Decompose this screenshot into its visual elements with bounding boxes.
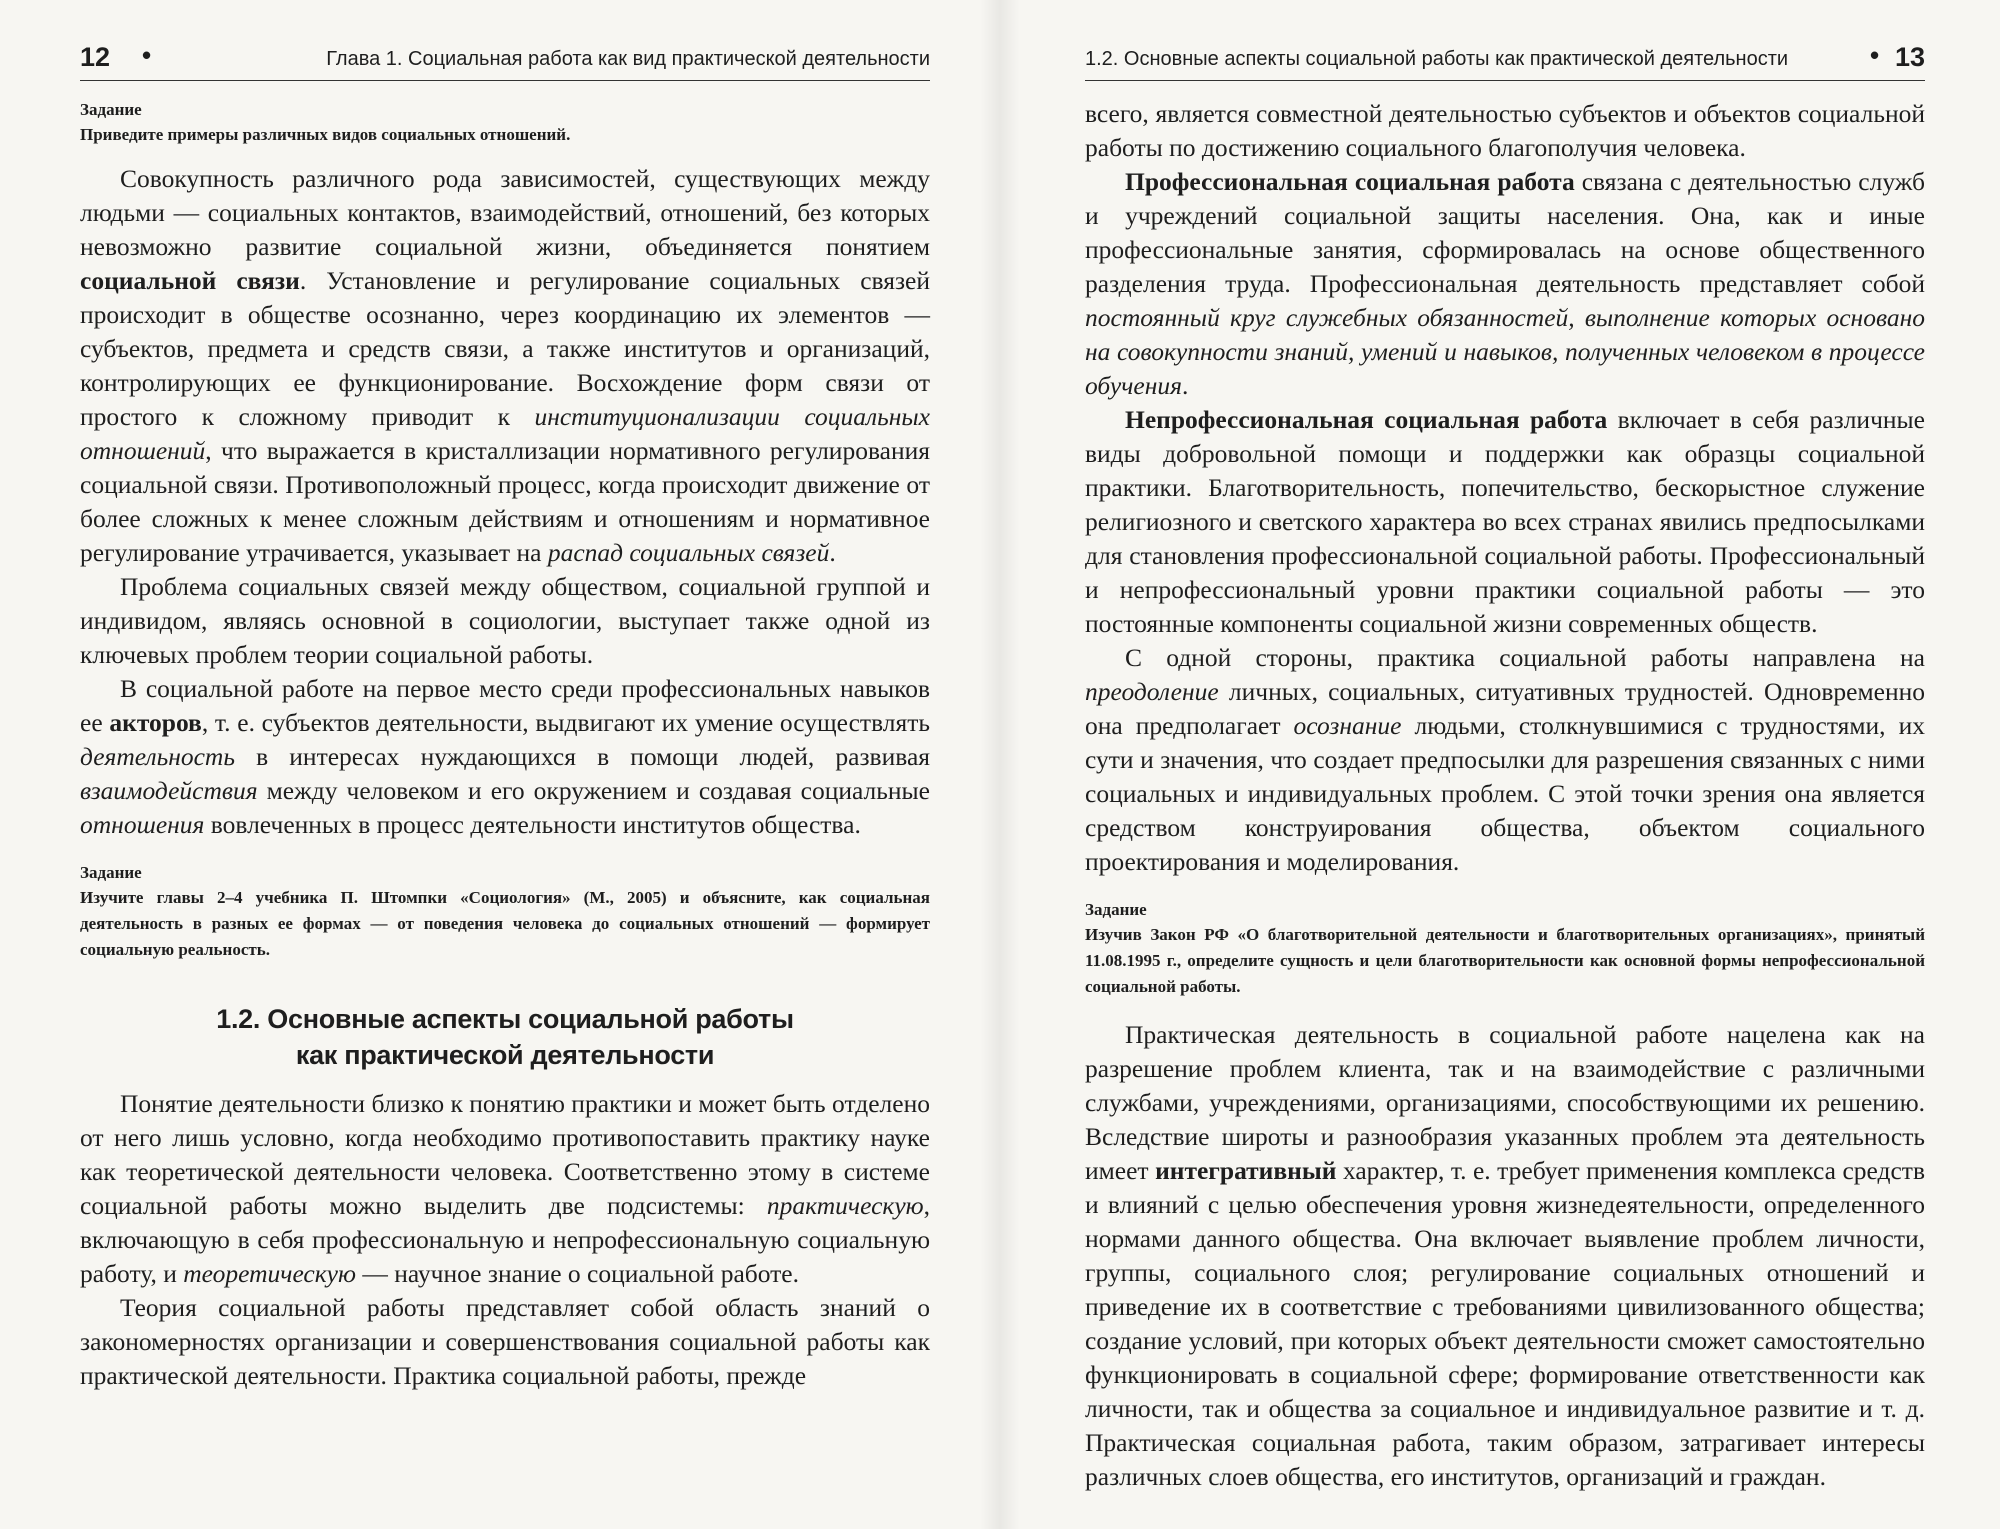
page-number: 12	[80, 42, 111, 72]
term-bold: интегративный	[1155, 1156, 1337, 1185]
term-italic: теоретическую	[183, 1259, 356, 1288]
task-text: Изучите главы 2–4 учебника П. Штомпки «Социология» (М., 2005) и объясните, как социальная деятельность в разных ее формах — от поведения человека до социальных отношений — формирует социальную реальность.	[80, 888, 930, 959]
header-bullet: •	[1870, 40, 1880, 70]
paragraph: С одной стороны, практика социальной работы направлена на преодоление личных, социальных, ситуативных трудностей. Одновременно она предполагает осознание людьми, столкнувшимися с трудностями, их сути и значения, что создает предпосылки для разрешения связанных с ними социальных и индивидуальных проблем. С этой точки зрения она является средством конструирования общества, объектом социального проектирования и моделирования.	[1085, 643, 1925, 876]
paragraph: Понятие деятельности близко к понятию практики и может быть отделено от него лишь условно, когда необходимо противопоставить практику науке как теоретической деятельности человека. Соответственно этому в системе социальной работы можно выделить две подсистемы: практическую, включающую в себя профессиональную и непрофессиональную социальную работу, и теоретическую — научное знание о социальной работе.	[80, 1089, 930, 1288]
task-label: Задание	[1085, 900, 1147, 919]
term-bold: социальной связи	[80, 266, 300, 295]
term-bold: акторов	[109, 708, 202, 737]
term-italic: институционализации социальных отношений	[80, 402, 930, 465]
running-head-title: 1.2. Основные аспекты социальной работы как практической деятельности	[1085, 48, 1789, 70]
header-bullet: •	[142, 40, 152, 70]
section-heading: 1.2. Основные аспекты социальной работы как практической деятельности	[216, 1004, 794, 1070]
term-italic: отношения	[80, 810, 205, 839]
term-bold: Профессиональная социальная работа	[1125, 167, 1575, 196]
right-page	[1000, 0, 2000, 1529]
task-text: Приведите примеры различных видов социальных отношений.	[80, 125, 571, 144]
task-label: Задание	[80, 100, 142, 119]
term-italic: преодоление	[1085, 677, 1219, 706]
paragraph: Проблема социальных связей между обществом, социальной группой и индивидом, являясь основной в социологии, выступает также одной из ключевых проблем теории социальной работы.	[80, 572, 930, 669]
paragraph: Непрофессиональная социальная работа включает в себя различные виды добровольной помощи и поддержки как образцы социальной практики. Благотворительность, попечительство, бескорыстное служение религиозного и светского характера во всех странах явились предпосылками для становления профессиональной социальной работы. Профессиональный и непрофессиональный уровни практики социальной работы — это постоянные компоненты социальной жизни современных обществ.	[1085, 405, 1925, 638]
paragraph: всего, является совместной деятельностью субъектов и объектов социальной работы по достижению социального благополучия человека.	[1085, 99, 1925, 162]
running-header	[1085, 40, 1925, 81]
task-label: Задание	[80, 863, 142, 882]
term-italic: распад социальных связей	[547, 538, 830, 567]
running-header	[80, 40, 930, 81]
paragraph: В социальной работе на первое место среди профессиональных навыков ее акторов, т. е. субъектов деятельности, выдвигают их умение осуществлять деятельность в интересах нуждающихся в помощи людей, развивая взаимодействия между человеком и его окружением и создавая социальные отношения вовлеченных в процесс деятельности институтов общества.	[80, 674, 931, 839]
term-italic: деятельность	[80, 742, 235, 771]
book-gutter	[980, 0, 1020, 1529]
running-head-title: Глава 1. Социальная работа как вид практической деятельности	[326, 48, 930, 70]
task-box	[80, 97, 930, 148]
term-italic: взаимодействия	[80, 776, 258, 805]
term-italic: практическую	[766, 1191, 924, 1220]
task-box	[80, 860, 930, 963]
task-text: Изучив Закон РФ «О благотворительной деятельности и благотворительных организациях», принятый 11.08.1995 г., определите сущность и цели благотворительности как основной формы непрофессиональной социальной работы.	[1085, 925, 1925, 996]
page-body	[1085, 97, 1925, 1494]
page-number: 13	[1894, 42, 1925, 72]
term-bold: Непрофессиональная социальная работа	[1125, 405, 1608, 434]
term-italic: осознание	[1293, 711, 1402, 740]
paragraph: Профессиональная социальная работа связана с деятельностью служб и учреждений социальной защиты населения. Она, как и иные профессиональные занятия, сформировалась на основе общественного разделения труда. Профессиональная деятельность представляет собой постоянный круг служебных обязанностей, выполнение которых основано на совокупности знаний, умений и навыков, полученных человеком в процессе обучения.	[1085, 167, 1925, 400]
task-box	[1085, 897, 1925, 1000]
paragraph: Теория социальной работы представляет собой область знаний о закономерностях организации и совершенствования социальной работы как практической деятельности. Практика социальной работы, прежде	[80, 1293, 930, 1390]
paragraph: Практическая деятельность в социальной работе нацелена как на разрешение проблем клиента, так и на взаимодействие с различными службами, учреждениями, организациями, способствующими их решению. Вследствие широты и разнообразия указанных проблем эта деятельность имеет интегративный характер, т. е. требует применения комплекса средств и влияний с целью обеспечения уровня жизнедеятельности, определенного нормами данного общества. Она включает выявление проблем личности, группы, социального слоя; регулирование социальных отношений и приведение их в соответствие с требованиями цивилизованного общества; создание условий, при которых объект деятельности сможет самостоятельно функционировать в социальной сфере; формирование ответственности как личности, так и общества за социальное и индивидуальное развитие и т. д. Практическая социальная работа, таким образом, затрагивает интересы различных слоев общества, его институтов, организаций и граждан.	[1085, 1020, 1925, 1491]
paragraph: Совокупность различного рода зависимостей, существующих между людьми — социальных контактов, взаимодействий, отношений, без которых невозможно развитие социальной жизни, объединяется понятием социальной связи. Установление и регулирование социальных связей происходит в обществе осознанно, через координацию их элементов — субъектов, предмета и средств связи, а также институтов и организаций, контролирующих ее функционирование. Восхождение форм связи от простого к сложному приводит к институционализации социальных отношений, что выражается в кристаллизации нормативного регулирования социальной связи. Противоположный процесс, когда происходит движение от более сложных к менее сложным действиям и отношениям и нормативное регулирование утрачивается, указывает на распад социальных связей.	[80, 164, 930, 567]
term-italic: постоянный круг служебных обязанностей, выполнение которых основано на совокупности знаний, умений и навыков, полученных человеком в процессе обучения	[1085, 303, 1925, 400]
page-body	[80, 97, 930, 1393]
